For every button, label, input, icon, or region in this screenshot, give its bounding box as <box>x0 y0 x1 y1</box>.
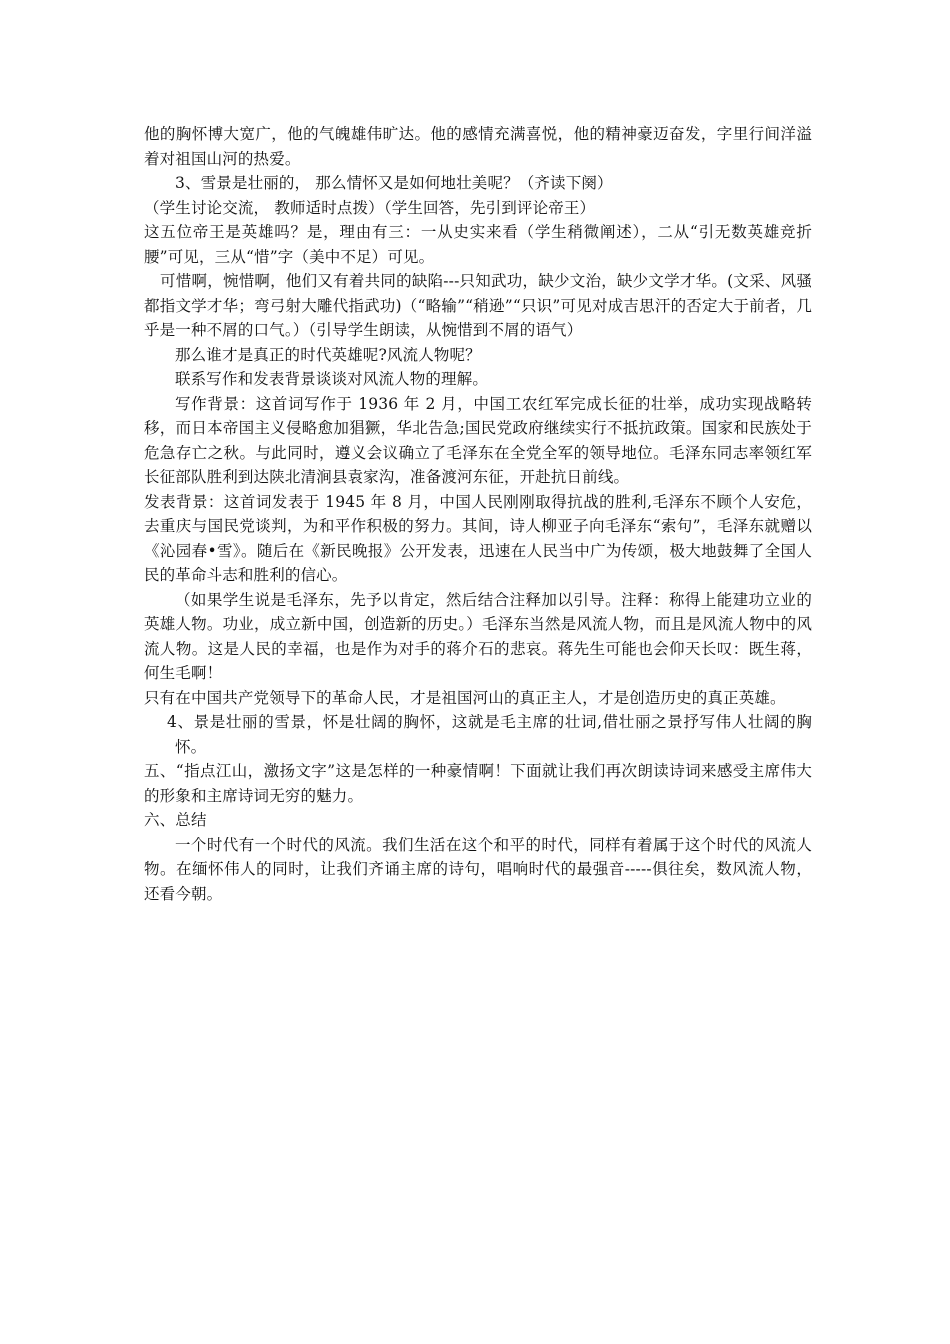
paragraph-chest-description: 他的胸怀博大宽广，他的气魄雄伟旷达。他的感情充满喜悦，他的精神豪迈奋发，字里行间洋溢着对祖国山河的热爱。 <box>144 125 812 168</box>
paragraph-summary: 一个时代有一个时代的风流。我们生活在这个和平的时代，同样有着属于这个时代的风流人物。在缅怀伟人的同时，让我们齐诵主席的诗句，唱响时代的最强音-----俱往矣，数风流人物，还看今朝。 <box>144 835 812 903</box>
document-body <box>144 122 812 906</box>
paragraph-true-hero-question: 那么谁才是真正的时代英雄呢?风流人物呢？ <box>175 345 481 364</box>
section-six-heading: 六、总结 <box>144 811 207 829</box>
paragraph-people-heroes: 只有在中国共产党领导下的革命人民，才是祖国河山的真正主人，才是创造历史的真正英雄。 <box>144 688 786 707</box>
paragraph-discussion-note: （学生讨论交流， 教师适时点拨）（学生回答，先引到评论帝王） <box>144 198 596 217</box>
paragraph-question-3: 3、雪景是壮丽的， 那么情怀又是如何地壮美呢？（齐读下阕） <box>175 174 613 192</box>
paragraph-five-emperors: 这五位帝王是英雄吗？是，理由有三：一从史实来看（学生稍微阐述），二从“引无数英雄竞折腰”可见，三从“惜”字（美中不足）可见。 <box>144 223 812 266</box>
paragraph-shortcomings: 可惜啊，惋惜啊，他们又有着共同的缺陷---只知武功，缺少文治，缺少文学才华。(文采、风骚都指文学才华；弯弓射大雕代指武功)（“略输”“稍逊”“只识”可见对成吉思汗的否定大于前者，几乎是一种不屑的口气。）（引导学生朗读，从惋惜到不屑的语气） <box>144 272 812 339</box>
paragraph-publication-background: 发表背景：这首词发表于 1945 年 8 月，中国人民刚刚取得抗战的胜利,毛泽东不顾个人安危，去重庆与国民党谈判，为和平作积极的努力。其间，诗人柳亚子向毛泽东“索句”，毛泽东就赠以《沁园春•雪》。随后在《新民晚报》公开发表，迅速在人民当中广为传颂，极大地鼓舞了全国人民的革命斗志和胜利的信心。 <box>144 492 812 584</box>
paragraph-writing-background: 写作背景：这首词写作于 1936 年 2 月，中国工农红军完成长征的壮举，成功实现战略转移，而日本帝国主义侵略愈加猖獗，华北告急;国民党政府继续实行不抵抗政策。国家和民族处于危急存亡之秋。与此同时，遵义会议确立了毛泽东在全党全军的领导地位。毛泽东同志率领红军长征部队胜利到达陕北清涧县袁家沟，准备渡河东征，开赴抗日前线。 <box>144 394 812 486</box>
paragraph-background-prompt: 联系写作和发表背景谈谈对风流人物的理解。 <box>175 370 489 388</box>
paragraph-point-4: 4、景是壮丽的雪景，怀是壮阔的胸怀，这就是毛主席的壮词,借壮丽之景抒写伟人壮阔的胸怀。 <box>167 713 812 756</box>
section-five-heading: 五、“指点江山，激扬文字”这是怎样的一种豪情啊！下面就让我们再次朗读诗词来感受主席伟大的形象和主席诗词无穷的魅力。 <box>144 762 812 805</box>
paragraph-mao-comment: （如果学生说是毛泽东，先予以肯定，然后结合注释加以引导。注释：称得上能建功立业的英雄人物。功业，成立新中国，创造新的历史。）毛泽东当然是风流人物，而且是风流人物中的风流人物。这是人民的幸福，也是作为对手的蒋介石的悲哀。蒋先生可能也会仰天长叹：既生蒋， 何生毛啊！ <box>144 590 812 682</box>
